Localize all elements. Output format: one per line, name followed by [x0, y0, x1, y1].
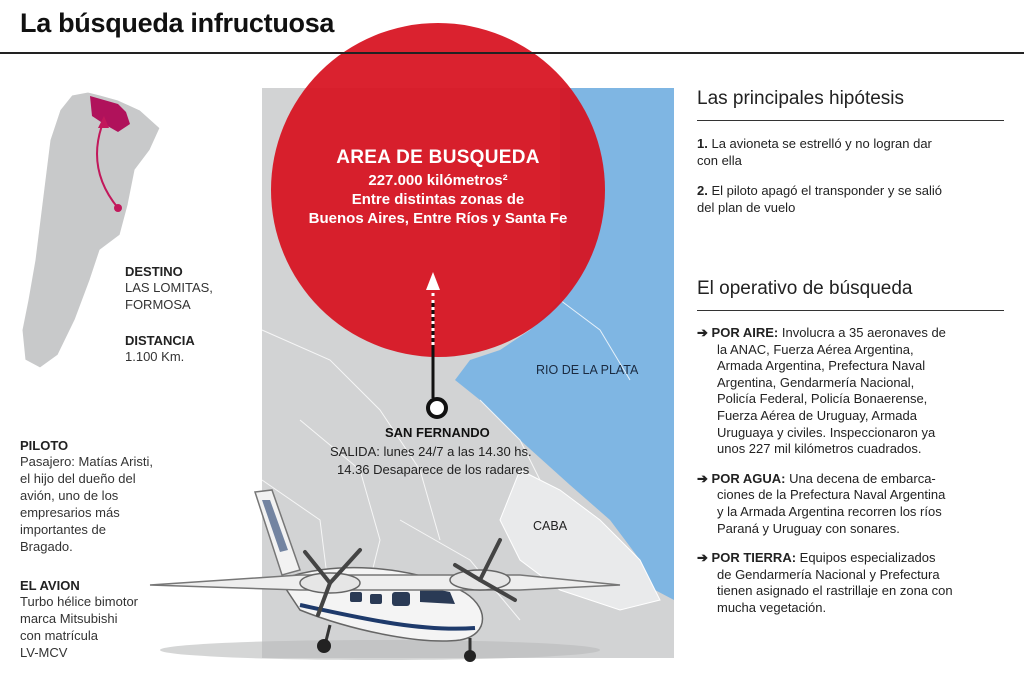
hypothesis-text: El piloto apagó el transponder y se salió [711, 183, 943, 198]
operation-text: Involucra a 35 aeronaves de [781, 325, 946, 340]
hypothesis-text: La avioneta se estrelló y no logran dar [711, 136, 932, 151]
hypotheses-section [697, 88, 1007, 216]
plane-label: EL AVION [20, 578, 80, 593]
operation-item-air [697, 325, 1007, 458]
destination-line2: FORMOSA [125, 297, 191, 312]
arrow-icon: ➔ [697, 470, 708, 486]
plane-line: LV-MCV [20, 645, 68, 660]
operation-line: unos 227 mil kilómetros cuadrados. [717, 441, 922, 457]
argentina-map [22, 92, 160, 368]
search-area-label [273, 147, 603, 227]
operation-line: ciones de la Prefectura Naval Argentina [717, 487, 946, 503]
operation-item-land [697, 550, 1007, 616]
destination-line1: LAS LOMITAS, [125, 280, 213, 295]
operation-line: mucha vegetación. [717, 599, 827, 615]
operation-line: tienen asignado el rastrillaje en zona con [717, 583, 953, 599]
operation-line: de Gendarmería Nacional y Prefectura [717, 566, 940, 582]
hypotheses-divider [697, 120, 1004, 121]
operation-text: Equipos especializados [799, 550, 936, 566]
departure-label: SALIDA: lunes 24/7 a las 14.30 hs. [330, 444, 532, 459]
arrow-icon: ➔ [697, 325, 708, 340]
river-label: RIO DE LA PLATA [536, 363, 639, 377]
mini-origin-dot [114, 204, 122, 212]
operation-line: Argentina, Gendarmería Nacional, [717, 374, 915, 390]
plane-line: con matrícula [20, 628, 99, 643]
operation-label: POR AGUA: [711, 470, 786, 486]
distance-label: DISTANCIA [125, 333, 195, 348]
operation-section [697, 278, 1007, 617]
caba-label: CABA [533, 519, 568, 533]
arrow-icon: ➔ [697, 550, 708, 566]
operation-label: POR AIRE: [711, 325, 779, 340]
pilot-line: avión, uno de los [20, 488, 119, 503]
pilot-line: importantes de [20, 522, 106, 537]
search-area-line3: Buenos Aires, Entre Ríos y Santa Fe [308, 210, 568, 227]
origin-marker [428, 399, 446, 417]
hypothesis-text: con ella [697, 153, 742, 168]
distance-block [125, 333, 195, 365]
operation-line: Uruguaya y civiles. Inspeccionaron ya [717, 424, 936, 440]
disappear-label: 14.36 Desaparece de los radares [337, 462, 530, 477]
hypothesis-number: 2. [697, 183, 708, 198]
plane-line: Turbo hélice bimotor [20, 594, 139, 609]
search-area-size: 227.000 kilómetros² [368, 172, 508, 189]
operation-line: Policía Federal, Policía Bonaerense, [717, 391, 928, 407]
operation-text: Una decena de embarca- [789, 470, 936, 486]
plane-block [20, 578, 170, 661]
operation-divider [697, 310, 1004, 311]
hypothesis-number: 1. [697, 136, 708, 151]
operation-line: la ANAC, Fuerza Aérea Argentina, [717, 341, 914, 357]
pilot-label: PILOTO [20, 438, 69, 453]
operation-line: Fuerza Aérea de Uruguay, Armada [717, 407, 917, 423]
search-area-heading: AREA DE BUSQUEDA [336, 147, 540, 168]
hypothesis-item [697, 135, 1007, 169]
pilot-block [20, 438, 170, 555]
destination-label: DESTINO [125, 264, 183, 279]
destination-block [125, 264, 213, 313]
origin-label: SAN FERNANDO [385, 425, 490, 440]
plane-line: marca Mitsubishi [20, 611, 118, 626]
operation-line: Paraná y Uruguay con sonares. [717, 520, 900, 536]
hypothesis-text: del plan de vuelo [697, 200, 796, 215]
operation-line: y la Armada Argentina recorren los ríos [717, 503, 942, 519]
page-title: La búsqueda infructuosa [20, 8, 335, 38]
operation-item-water [697, 471, 1007, 537]
pilot-line: Pasajero: Matías Aristi, [20, 454, 153, 469]
title-divider [0, 52, 1024, 54]
pilot-line: el hijo del dueño del [20, 471, 136, 486]
pilot-line: empresarios más [20, 505, 120, 520]
distance-value: 1.100 Km. [125, 349, 185, 364]
hypotheses-title: Las principales hipótesis [697, 88, 905, 109]
search-area-line2: Entre distintas zonas de [351, 191, 525, 208]
hypothesis-item [697, 182, 1007, 216]
operation-title: El operativo de búsqueda [697, 278, 913, 299]
operation-line: Armada Argentina, Prefectura Naval [717, 358, 926, 374]
pilot-line: Bragado. [20, 539, 73, 554]
operation-label: POR TIERRA: [711, 550, 797, 566]
